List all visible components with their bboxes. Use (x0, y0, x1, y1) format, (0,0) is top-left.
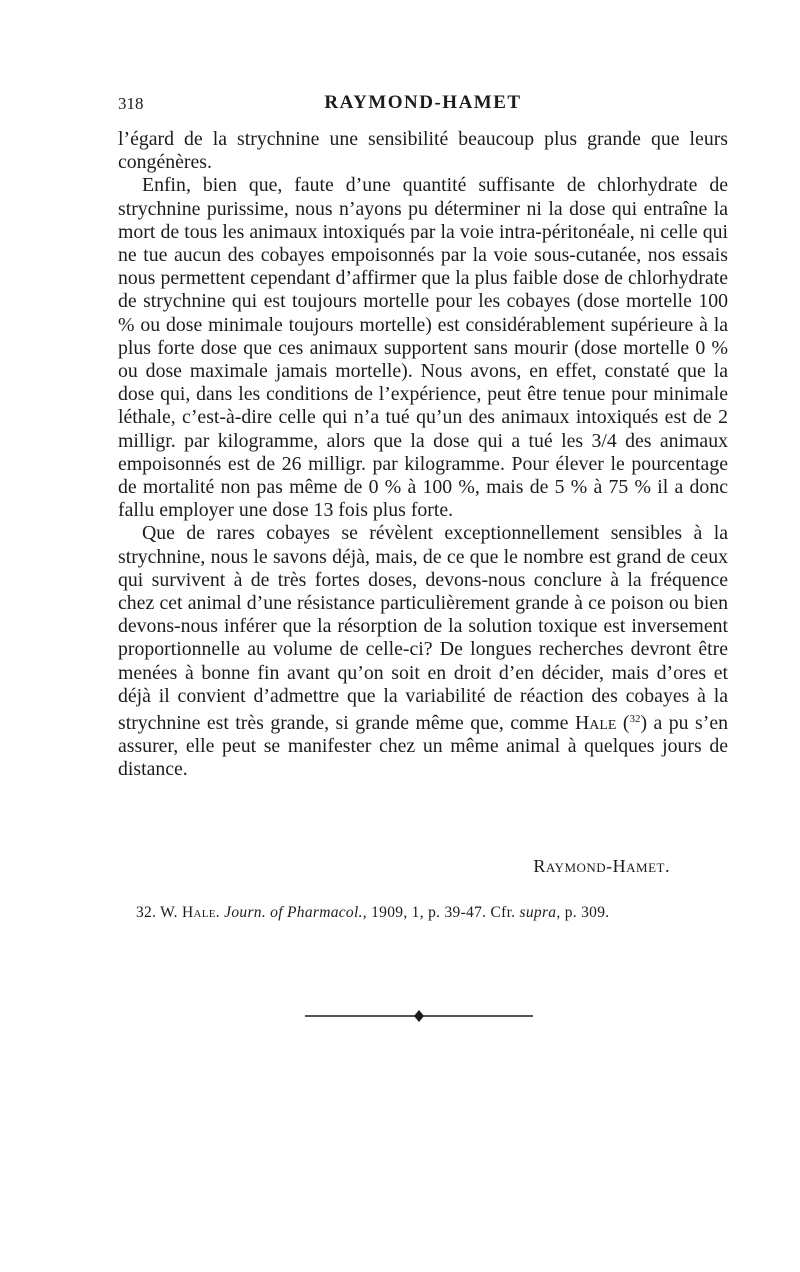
footnote-author: Hale. (182, 904, 220, 921)
footnote-number: 32. W. (136, 904, 183, 921)
footnote (136, 904, 736, 922)
footnote-tail: , p. 309. (556, 904, 610, 921)
paragraph-3-end: ) a pu s’en assurer, elle peut se manifester chez un même animal à quelques jours de distance. (118, 712, 728, 781)
body-text (118, 128, 728, 782)
footnote-journal: Journ. of Pharmacol. (219, 904, 363, 921)
footnote-details: , 1909, 1, p. 39-47. Cfr. (362, 904, 520, 921)
paragraph-1: l’égard de la strychnine une sensibilité beaucoup plus grande que leurs congénères. (118, 128, 728, 174)
page-number: 318 (118, 94, 144, 113)
footnote-ref-32: 32 (629, 713, 641, 726)
footnote-supra: supra (519, 904, 557, 921)
paragraph-2: Enfin, bien que, faute d’une quantité suffisante de chlorhydrate de strychnine purissime, nous n’ayons pu déterminer ni la dose qui entraîne la mort de tous les animaux intoxiqués par la voie intra-péritonéale, ni celle qui ne tue aucun des cobayes empoisonnés par la voie sous-cutanée, nos essais nous permettent cependant d’affirmer que la plus faible dose de chlorhydrate de strychnine qui est toujours mortelle pour les cobayes (dose mortelle 100 % ou dose minimale toujours mortelle) est considérablement supérieure à la plus forte dose que ces animaux supportent sans mourir (dose mortelle 0 % ou dose maximale jamais mortelle). Nous avons, en effet, constaté que la dose qui, dans les conditions de l’expérience, peut être tenue pour minimale léthale, c’est-à-dire celle qui n’a tué qu’un des animaux intoxiqués est de 2 milligr. par kilogramme, alors que la dose qui a tué les 3/4 des animaux empoisonnés est de 26 milligr. par kilogramme. Pour élever le pourcentage de mortalité non pas même de 0 % à 100 %, mais de 5 % à 75 % il a donc fallu employer une dose 13 fois plus forte. (118, 174, 728, 522)
running-head: RAYMOND-HAMET (324, 92, 522, 113)
page-header (118, 92, 728, 118)
paragraph-3-text: Que de rares cobayes se révèlent exceptionnellement sensibles à la strychnine, nous le savons déjà, mais, de ce que le nombre est grand de ceux qui survivent à de très fortes doses, devons-nous conclure à la fréquence chez cet animal d’une résistance particulièrement grande à ce poison ou bien devons-nous inférer que la résorption de la solution toxique est inversement proportionnelle au volume de celle-ci? De longues recherches devront être menées à bonne fin avant qu’on soit en droit d’en décider, mais d’ores et déjà il convient d’admettre que la variabilité de réaction des cobayes à la strychnine est très grande, si grande même que, comme (118, 522, 728, 735)
author-signature: Raymond-Hamet. (533, 856, 670, 876)
author-hale: Hale (574, 712, 617, 735)
ref-open: ( (616, 712, 630, 735)
end-ornament-icon (305, 1009, 533, 1023)
paragraph-3 (118, 522, 728, 781)
